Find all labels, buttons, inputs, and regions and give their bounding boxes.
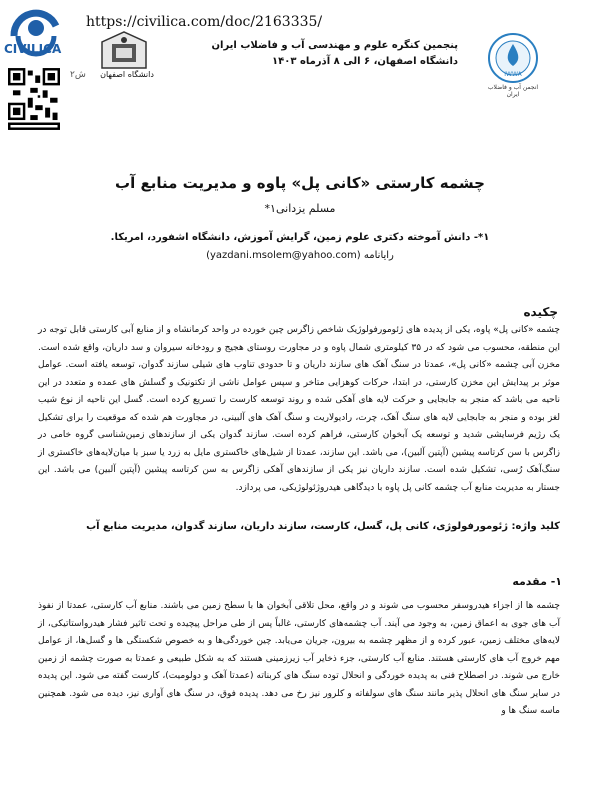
- intro-body: چشمه ها از اجزاء هیدروسفر محسوب می شوند و در واقع، محل تلاقی آبخوان ها با سطح زمین می باشند. منابع آب کارستی، عمدتا از نفوذ آب های جوی به اعماق زمین، به وجود می آیند. آب چشمه‌های کارستی، غالباً پس از طی مراحل پیچیده و تحت تاثیر فشار هیدرواستاتیکی، از لایه‌های مختلف زمین، عبور کرده و از مظهر چشمه به بیرون، جریان می‌یابد. چین خوردگی‌ها و به خصوص شکستگی ها و گسل‌ها، از عوامل مهم خروج آب های کارستی هستند. منابع آب کارستی، جزء ذخایر آب زیرزمینی هستند که به شکل طبیعی و عمدتا به صورت چشمه از زمین خارج می شوند. در اصطلاح فنی به پدیده خوردگی و انحلال توده سنگ های کربناته (عمدتا آهک و دولومیت)، کارست گفته می شود. این پدیده در سایر سنگ های انحلال پذیر مانند سنگ های سولفاته و کلرور نیز رخ می دهد. پدیده فوق، در سنگ های آواری نیز، دیده می شود. همچنین ماسه سنگ ها و: [38, 601, 560, 716]
- abstract-body: چشمه «کانی پل» پاوه، یکی از پدیده های ژئومورفولوژیک شاخص زاگرس چین خورده در واحد کرمانشاه و از منابع آبی کارستی قابل توجه در این منطقه، محسوب می شود که در ۳۵ کیلومتری شمال پاوه و در مجاورت روستای هجیج و رودخانه سیروان و سد داریان، واقع شده است. مخزن آبی چشمه «کانی پل»، عمدتا در سنگ آهک های سازند داریان و تا حدودی تناوب های شیلی سازند گدوان، توسعه یافته است. عوامل موثر بر پیدایش این مخزن کارستی، در ابتدا، حرکات کوهزایی متاخر و سپس عوامل ناشی از تکتونیک و گسلش های عمده و متعدد در این ناحیه می باشد که منجر به جابجایی و حرکت لایه های آهکی شده و روند توسعه کارست را تسریع کرده است. گسل این ناحیه از نوع شیب لغز بوده و منجر به جابجایی لایه های سنگ آهک، چرت، رادیولاریت و سنگ آهک های آلبینی، در مجاورت هم شده که موقعیت را برای تشکیل یک رژیم فرسایشی شدید و توسعه یک آبخوان کارستی، فراهم کرده است. سازند گدوان یکی از سازندهای زمین‌شناسی گروه خامی در زاگرس با سن کرتاسه پیشین (آپتین آلبین)، می باشد. این سازند، عمدتا از شیل‌های خاکستری مایل به زرد یا سبز با میان‌لایه‌های خاکستری از سنگ‌آهک رُسی، تشکیل شده است. سازند داریان نیز یکی از سازندهای آهکی زاگرس به سن کرتاسه پیشین (آپتین آلبین) می باشد. این جستار به مدیریت منابع آب چشمه کانی پل پاوه با دیدگاهی هیدروژئولوژیکی، می پردازد.: [38, 325, 560, 493]
- page-marker: ش۲: [70, 70, 86, 80]
- author-affiliation: ۱*- دانش آموخته دکتری علوم زمین، گرایش آموزش، دانشگاه اشفورد، امریکا.: [110, 232, 490, 243]
- keywords-label: کلید واژه:: [511, 521, 560, 532]
- intro-heading: ۱- مقدمه: [512, 575, 562, 588]
- conference-header: [198, 38, 458, 70]
- conference-venue-date: دانشگاه اصفهان، ۶ الی ۸ آذرماه ۱۴۰۳: [272, 56, 458, 67]
- author-email-line: [40, 250, 560, 261]
- email-address: (yazdani.msolem@yahoo.com): [206, 250, 361, 261]
- civilica-brand: CIVILICA: [4, 42, 62, 56]
- conference-title: پنجمین کنگره علوم و مهندسی آب و فاضلاب ایران: [211, 40, 458, 51]
- document-url[interactable]: https://civilica.com/doc/2163335/: [86, 14, 323, 30]
- qr-code-icon[interactable]: [8, 68, 60, 130]
- university-caption: دانشگاه اصفهان: [100, 70, 154, 79]
- iwwa-logo-text: IWWA: [504, 71, 522, 78]
- university-of-isfahan-logo: [98, 28, 150, 72]
- keywords-text: ژئومورفولوژی، کانی پل، گسل، کارست، سازند داریان، سازند گدوان، مدیریت منابع آب: [86, 521, 508, 532]
- abstract-heading: چکیده: [523, 305, 558, 319]
- email-label: رایانامه: [363, 250, 394, 261]
- paper-title: چشمه کارستی «کانی پل» پاوه و مدیریت منابع آب: [115, 174, 485, 192]
- author-name: مسلم یزدانی۱*: [264, 202, 336, 215]
- keywords-line: [38, 521, 560, 532]
- iwwa-logo: [487, 32, 539, 84]
- iwwa-caption: انجمن آب و فاضلاب ایران: [487, 84, 539, 98]
